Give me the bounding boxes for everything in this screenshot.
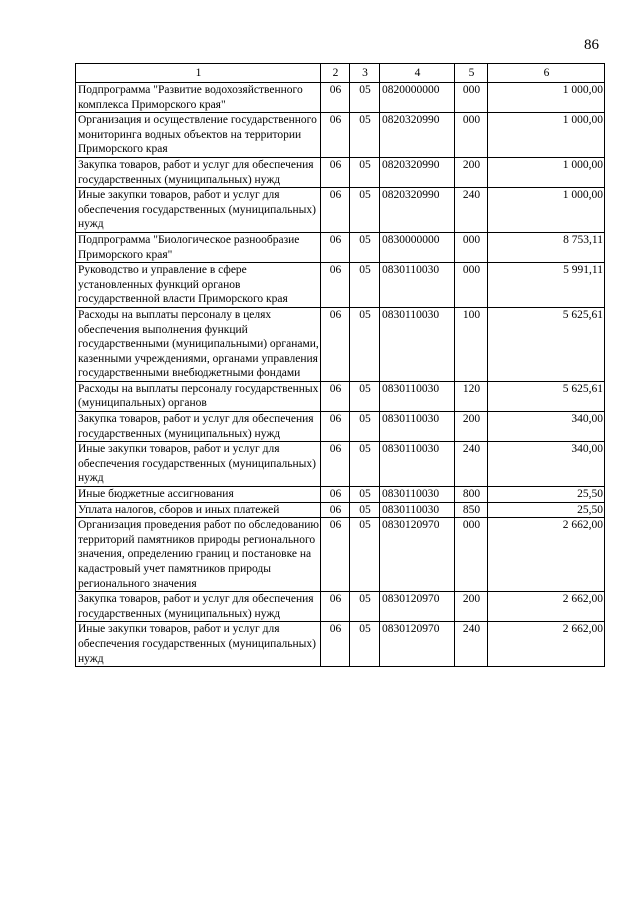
row-section: 06 — [321, 381, 350, 411]
row-section: 06 — [321, 307, 350, 381]
row-target-code: 0830110030 — [380, 442, 455, 487]
table-row — [76, 263, 605, 308]
row-name: Расходы на выплаты персоналу в целях обеспечения выполнения функций государственными (муниципальными) органами, казенными учреждениями, органами управления государственными внебюджетными фондами — [76, 307, 321, 381]
row-section: 06 — [321, 502, 350, 518]
row-expense-type: 200 — [455, 592, 488, 622]
row-expense-type: 240 — [455, 188, 488, 233]
row-amount: 340,00 — [488, 442, 605, 487]
header-col-5: 5 — [455, 64, 488, 83]
table-row — [76, 412, 605, 442]
row-subsection: 05 — [350, 157, 380, 187]
row-subsection: 05 — [350, 188, 380, 233]
row-section: 06 — [321, 592, 350, 622]
table-row — [76, 188, 605, 233]
row-target-code: 0820000000 — [380, 83, 455, 113]
row-section: 06 — [321, 232, 350, 262]
row-target-code: 0830120970 — [380, 518, 455, 592]
row-expense-type: 100 — [455, 307, 488, 381]
table-row — [76, 381, 605, 411]
table-row — [76, 307, 605, 381]
row-target-code: 0830000000 — [380, 232, 455, 262]
row-target-code: 0830110030 — [380, 381, 455, 411]
row-section: 06 — [321, 412, 350, 442]
row-name: Закупка товаров, работ и услуг для обеспечения государственных (муниципальных) нужд — [76, 592, 321, 622]
row-target-code: 0820320990 — [380, 188, 455, 233]
row-name: Иные закупки товаров, работ и услуг для обеспечения государственных (муниципальных) нужд — [76, 442, 321, 487]
table-row — [76, 518, 605, 592]
row-name: Руководство и управление в сфере установленных функций органов государственной власти Приморского края — [76, 263, 321, 308]
row-section: 06 — [321, 487, 350, 503]
header-col-4: 4 — [380, 64, 455, 83]
table-row — [76, 487, 605, 503]
row-subsection: 05 — [350, 487, 380, 503]
row-amount: 1 000,00 — [488, 188, 605, 233]
row-section: 06 — [321, 113, 350, 158]
header-col-3: 3 — [350, 64, 380, 83]
table-row — [76, 502, 605, 518]
row-target-code: 0830110030 — [380, 502, 455, 518]
row-subsection: 05 — [350, 502, 380, 518]
row-amount: 5 991,11 — [488, 263, 605, 308]
row-name: Иные закупки товаров, работ и услуг для обеспечения государственных (муниципальных) нужд — [76, 622, 321, 667]
row-name: Организация проведения работ по обследованию территорий памятников природы регионального значения, определению границ и постановке на кадастровый учет памятников природы регионального значения — [76, 518, 321, 592]
table-row — [76, 592, 605, 622]
row-name: Закупка товаров, работ и услуг для обеспечения государственных (муниципальных) нужд — [76, 412, 321, 442]
row-subsection: 05 — [350, 442, 380, 487]
row-section: 06 — [321, 83, 350, 113]
table-row — [76, 622, 605, 667]
row-section: 06 — [321, 263, 350, 308]
table-header-row — [76, 64, 605, 83]
row-expense-type: 000 — [455, 263, 488, 308]
row-expense-type: 850 — [455, 502, 488, 518]
row-target-code: 0830120970 — [380, 622, 455, 667]
row-amount: 5 625,61 — [488, 381, 605, 411]
row-amount: 2 662,00 — [488, 518, 605, 592]
row-subsection: 05 — [350, 412, 380, 442]
row-expense-type: 000 — [455, 232, 488, 262]
row-amount: 25,50 — [488, 487, 605, 503]
table-row — [76, 83, 605, 113]
row-section: 06 — [321, 188, 350, 233]
header-col-1: 1 — [76, 64, 321, 83]
table-row — [76, 157, 605, 187]
row-expense-type: 200 — [455, 412, 488, 442]
row-section: 06 — [321, 442, 350, 487]
row-amount: 2 662,00 — [488, 622, 605, 667]
row-expense-type: 800 — [455, 487, 488, 503]
row-section: 06 — [321, 622, 350, 667]
row-amount: 340,00 — [488, 412, 605, 442]
row-target-code: 0830110030 — [380, 263, 455, 308]
row-subsection: 05 — [350, 518, 380, 592]
row-name: Иные бюджетные ассигнования — [76, 487, 321, 503]
row-name: Организация и осуществление государственного мониторинга водных объектов на территории Приморского края — [76, 113, 321, 158]
row-amount: 25,50 — [488, 502, 605, 518]
table-row — [76, 232, 605, 262]
row-name: Расходы на выплаты персоналу государственных (муниципальных) органов — [76, 381, 321, 411]
row-section: 06 — [321, 518, 350, 592]
row-expense-type: 000 — [455, 83, 488, 113]
row-name: Подпрограмма "Биологическое разнообразие Приморского края" — [76, 232, 321, 262]
row-name: Иные закупки товаров, работ и услуг для обеспечения государственных (муниципальных) нужд — [76, 188, 321, 233]
row-amount: 8 753,11 — [488, 232, 605, 262]
row-amount: 1 000,00 — [488, 157, 605, 187]
row-target-code: 0830110030 — [380, 412, 455, 442]
row-expense-type: 120 — [455, 381, 488, 411]
table-row — [76, 442, 605, 487]
row-amount: 1 000,00 — [488, 113, 605, 158]
row-expense-type: 240 — [455, 622, 488, 667]
row-amount: 1 000,00 — [488, 83, 605, 113]
row-expense-type: 240 — [455, 442, 488, 487]
row-target-code: 0820320990 — [380, 157, 455, 187]
row-target-code: 0830110030 — [380, 307, 455, 381]
budget-table — [75, 63, 605, 667]
row-target-code: 0830120970 — [380, 592, 455, 622]
row-name: Закупка товаров, работ и услуг для обеспечения государственных (муниципальных) нужд — [76, 157, 321, 187]
page-number: 86 — [584, 37, 599, 53]
header-col-6: 6 — [488, 64, 605, 83]
table-row — [76, 113, 605, 158]
row-name: Уплата налогов, сборов и иных платежей — [76, 502, 321, 518]
row-section: 06 — [321, 157, 350, 187]
row-target-code: 0830110030 — [380, 487, 455, 503]
row-amount: 5 625,61 — [488, 307, 605, 381]
row-subsection: 05 — [350, 232, 380, 262]
row-subsection: 05 — [350, 83, 380, 113]
row-target-code: 0820320990 — [380, 113, 455, 158]
row-subsection: 05 — [350, 263, 380, 308]
row-subsection: 05 — [350, 592, 380, 622]
row-subsection: 05 — [350, 113, 380, 158]
row-subsection: 05 — [350, 307, 380, 381]
row-name: Подпрограмма "Развитие водохозяйственного комплекса Приморского края" — [76, 83, 321, 113]
row-expense-type: 000 — [455, 113, 488, 158]
header-col-2: 2 — [321, 64, 350, 83]
row-expense-type: 200 — [455, 157, 488, 187]
row-expense-type: 000 — [455, 518, 488, 592]
row-subsection: 05 — [350, 622, 380, 667]
row-amount: 2 662,00 — [488, 592, 605, 622]
row-subsection: 05 — [350, 381, 380, 411]
